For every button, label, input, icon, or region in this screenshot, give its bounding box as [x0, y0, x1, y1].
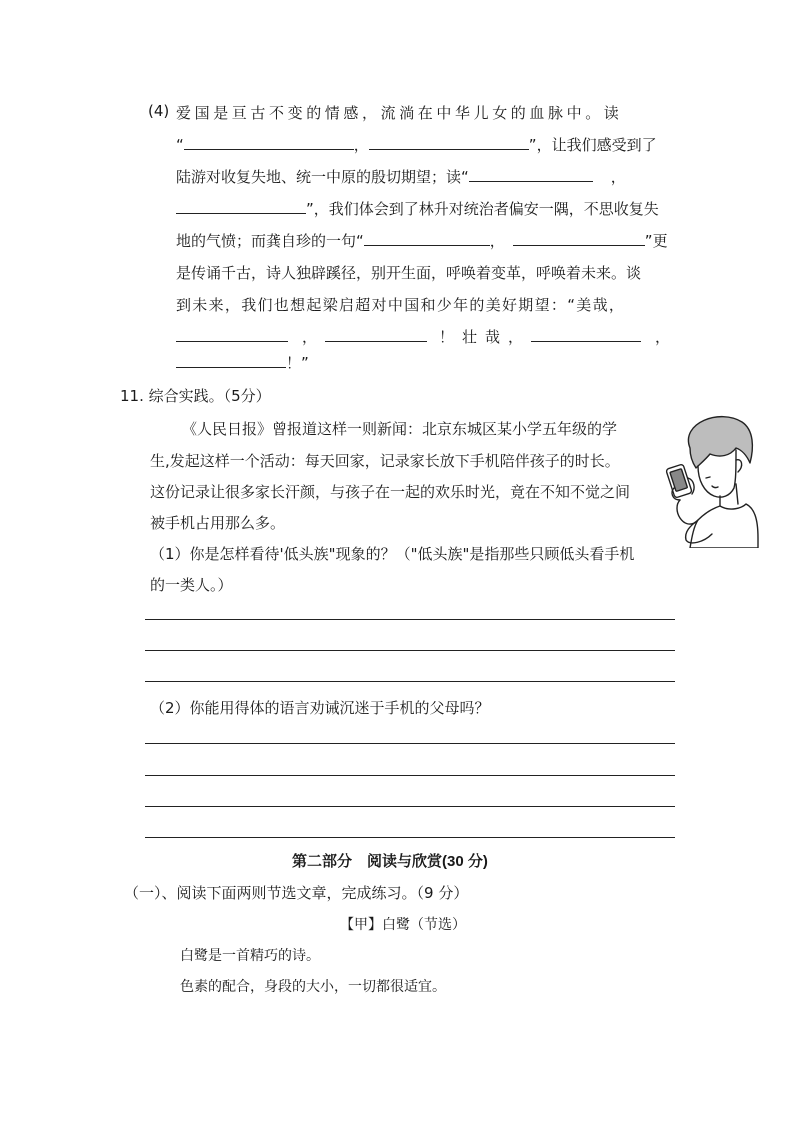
q4-line-2: [176, 134, 657, 155]
q11-paragraph-line: 生,发起这样一个活动：每天回家，记录家长放下手机陪伴孩子的时长。: [150, 452, 620, 470]
comma: ，: [655, 328, 679, 346]
q4-line-5: [176, 230, 668, 251]
comma: ，: [610, 168, 626, 186]
q11-paragraph-line: 《人民日报》曾报道这样一则新闻：北京东城区某小学五年级的学: [182, 420, 618, 438]
passage-line: 色素的配合，身段的大小，一切都很适宜。: [180, 979, 446, 995]
passage-title: 【甲】白鹭（节选）: [340, 917, 466, 933]
answer-blank[interactable]: [364, 230, 490, 246]
q11-sub1-line: 的一类人。）: [150, 576, 233, 594]
q4-line-5-text: 地的气愤；而龚自珍的一句“: [176, 232, 364, 250]
answer-blank[interactable]: [325, 326, 427, 342]
q11-sub2: （2）你能用得体的语言劝诫沉迷于手机的父母吗？: [150, 699, 490, 717]
answer-line[interactable]: [145, 806, 675, 807]
q4-line-9: [176, 352, 309, 373]
answer-blank[interactable]: [369, 134, 529, 150]
q4-line-4: [176, 198, 659, 219]
answer-blank[interactable]: [513, 230, 645, 246]
answer-line[interactable]: [145, 650, 675, 651]
q11-paragraph-line: 被手机占用那么多。: [150, 514, 286, 532]
answer-blank[interactable]: [176, 326, 288, 342]
answer-blank[interactable]: [176, 352, 286, 368]
answer-line[interactable]: [145, 681, 675, 682]
q4-line-3-text: 陆游对收复失地、统一中原的殷切期望；读“: [176, 168, 469, 186]
q4-line-4-text: ”，我们体会到了林升对统治者偏安一隅，不思收复失: [306, 200, 659, 218]
q4-line-5-end: ”更: [644, 232, 668, 250]
answer-line[interactable]: [145, 775, 675, 776]
answer-line[interactable]: [145, 743, 675, 744]
q4-line-9-end: ！”: [286, 354, 309, 372]
answer-line[interactable]: [145, 837, 675, 838]
quote-open: “: [176, 136, 184, 154]
q11-sub1-line: （1）你是怎样看待'低头族"现象的？（"低头族"是指那些只顾低头看手机: [150, 545, 635, 563]
q11-title: 11. 综合实践。（5分）: [120, 387, 271, 405]
answer-blank[interactable]: [184, 134, 354, 150]
comma: ，: [489, 232, 505, 250]
q4-line-3: [176, 166, 626, 187]
q4-line-1: 爱国是亘古不变的情感，流淌在中华儿女的血脉中。读: [176, 104, 623, 122]
answer-blank[interactable]: [531, 326, 641, 342]
q11-paragraph-line: 这份记录让很多家长汗颜，与孩子在一起的欢乐时光，竟在不知不觉之间: [150, 483, 631, 501]
part-two-heading: 第二部分 阅读与欣赏(30 分): [292, 853, 488, 870]
answer-blank[interactable]: [176, 198, 306, 214]
q4-line-7: 到未来，我们也想起梁启超对中国和少年的美好期望：“美哉，: [176, 296, 626, 314]
q4-line-8-text: ！壮哉，: [439, 328, 532, 346]
answer-line[interactable]: [145, 619, 675, 620]
question-number: (4): [148, 102, 170, 120]
comma: ，: [353, 136, 369, 154]
passage-line: 白鹭是一首精巧的诗。: [180, 948, 320, 964]
q4-line-8: [176, 326, 678, 347]
answer-blank[interactable]: [469, 166, 593, 182]
section-one-instruction: （一）、阅读下面两则节选文章，完成练习。（9 分）: [124, 884, 469, 902]
comma: ，: [302, 328, 326, 346]
person-with-phone-illustration: [650, 408, 760, 548]
q4-line-6: 是传诵千古，诗人独辟蹊径，别开生面，呼唤着变革，呼唤着未来。谈: [176, 264, 642, 282]
q4-line-2-text: ”，让我们感受到了: [528, 136, 657, 154]
